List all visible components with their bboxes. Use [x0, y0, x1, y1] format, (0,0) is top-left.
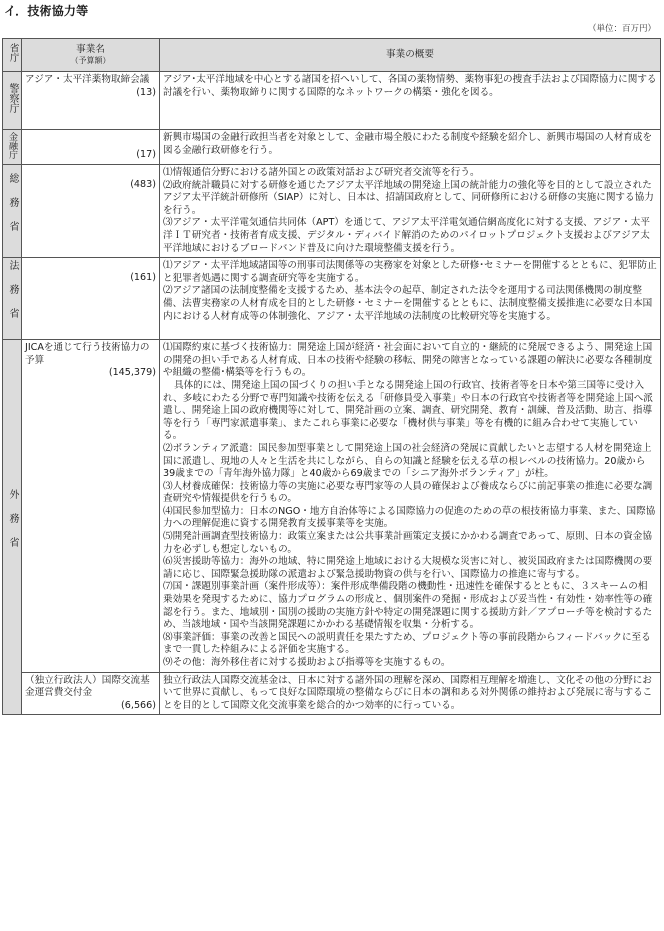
project-cell — [22, 165, 160, 258]
project-amount: (6,566) — [121, 699, 156, 711]
overview-item: ⑴アジア・太平洋地域諸国等の刑事司法関係等の実務家を対象とした研修･セミナーを開催するとともに、犯罪防止と犯罪者処遇に関する調査研究等を実施する。 — [163, 260, 657, 284]
header-budget: （予算額） — [70, 56, 111, 66]
project-cell — [22, 672, 160, 715]
overview-item: ⑸開発計画調査型技術協力：政策立案または公共事業計画策定支援にかかわる調査であって、原則、日本の資金協力を必ずしも想定しないもの。 — [163, 531, 652, 555]
header-overview: 事業の概要 — [160, 39, 661, 72]
overview-item: ⑷国民参加型協力：日本のNGO・地方自治体等による国際協力の促進のための草の根技術協力事業、また、国際協力への理解促進に資する開発教育支援事業等を実施。 — [163, 505, 656, 530]
technical-cooperation-table — [2, 38, 661, 715]
table-row — [3, 340, 661, 672]
overview-item: ⑼その他：海外移住者に対する援助および指導等を実施するもの。 — [163, 657, 451, 668]
overview-item: ⑵ボランティア派遣：国民参加型事業として開発途上国の社会経済の発展に貢献したいと志望する人材を開発途上国に派遣し、現地の人々と生活を共にしながら、自らの知識と経験を伝える草の根レベルの技術協力。20歳から39歳までの「青年海外協力隊」と40歳から69歳までの「シニア海外ボランティア」が柱。 — [163, 442, 652, 480]
project-cell — [22, 258, 160, 340]
project-amount: (161) — [130, 272, 156, 284]
overview-cell — [160, 130, 661, 165]
overview-cell — [160, 340, 661, 672]
table-row — [3, 672, 661, 715]
header-project: 事業名 （予算額） — [22, 39, 160, 72]
overview-cell — [160, 258, 661, 340]
overview-item: ⑴情報通信分野における諸外国との政策対話および研究者交流等を行う。 — [163, 167, 480, 178]
overview-item: ⑺国・課題別事業計画（案件形成等）：案件形成準備段階の機動性・迅速性を確保するとともに、３スキームの相乗効果を発現するために、協力プログラムの形成と、個別案件の発掘・形成および妥当性・有効性・効率性等の確認を行う。また、地域別・国別の援助の実施方針や特定の開発課題に関する援助方針／アプローチ等を検討するため、当該地域・国や当該開発課題にかかわる基礎情報を収集・分析する。 — [163, 581, 653, 631]
overview-item: ⑹災害援助等協力：海外の地域、特に開発途上地域における大規模な災害に対し、被災国政府または国際機関の要請に応じ、国際緊急援助隊の派遣および緊急援助物資の供与を行い、国際協力の推進に寄与する。 — [163, 556, 653, 580]
overview-item: ⑴国際約束に基づく技術協力：開発途上国が経済・社会面において自立的・継続的に発展できるよう、開発途上国の開発の担い手である人材育成、日本の技術や経験の移転、開発の障害となっている課題の解決に必要な各種制度や組織の整備･構築等を行うもの。 — [163, 342, 653, 379]
overview-item: アジア･太平洋地域を中心とする諸国を招へいして、各国の薬物情勢、薬物事犯の捜査手法および国際協力に関する討議を行い、薬物取締りに関する国際的なネットワークの構築・強化を図る。 — [163, 74, 657, 98]
unit-note: （単位：百万円） — [587, 24, 656, 34]
project-name: （独立行政法人）国際交流基金運営費交付金 — [25, 674, 150, 699]
ministry-cell: 金融庁 — [3, 130, 22, 165]
overview-item: 具体的には、開発途上国の国づくりの担い手となる開発途上国の行政官、技術者等を日本や第三国等に受け入れ、多岐にわたる分野で専門知識や技術を伝える「研修員受入事業」や日本の行政官や技術者等を開発途上国へ派遣し、開発途上国の政府機関等に対して、開発計画の立案、調査、研究開発、教育・訓練、普及活動、助言、指導等を行う「専門家派遣事業」、またこれら事業に必要な「機材供与事業」等を有機的に組み合わせて実施している。 — [163, 379, 653, 442]
table-header-row — [3, 39, 661, 72]
overview-item: ⑵アジア諸国の法制度整備を支援するため、基本法令の起草、制定された法令を運用する司法関係機関の制度整備、法曹実務家の人材育成を目的とした研修・セミナーを開催するとともに、法制度整備支援推進に必要な日本国内における人材育成等の体制強化、アジア・太平洋地域の法制度の比較研究等を実施する。 — [163, 285, 653, 322]
project-name: アジア・太平洋薬物取締会議 — [25, 74, 150, 85]
project-name: JICAを通じて行う技術協力の予算 — [25, 342, 150, 366]
table-row — [3, 72, 661, 130]
ministry-cell: 法務省 — [3, 258, 22, 340]
project-amount: (483) — [130, 179, 156, 190]
overview-cell — [160, 72, 661, 130]
project-amount: (17) — [136, 149, 156, 161]
project-cell — [22, 340, 160, 672]
project-amount: (13) — [136, 86, 156, 98]
table-row — [3, 165, 661, 258]
overview-cell — [160, 672, 661, 715]
project-amount: (145,379) — [108, 367, 156, 379]
section-heading: イ．技術協力等 — [4, 4, 89, 18]
overview-cell — [160, 165, 661, 258]
overview-item: ⑶アジア・太平洋電気通信共同体（APT）を通じて、アジア太平洋電気通信網高度化に対する支援、アジア・太平洋ＩＴ研究者・技術者育成支援、デジタル・ディバイド解消のためのパイロットプロジェクト支援およびアジア太平洋地域におけるブロードバンド普及に向けた環境整備支援を行う。 — [163, 217, 650, 254]
ministry-cell: 警察庁 — [3, 72, 22, 130]
overview-item: ⑻事業評価：事業の改善と国民への説明責任を果たすため、プロジェクト等の事前段階からフィードバックに至るまで一貫した枠組みによる評価を実施する。 — [163, 631, 651, 656]
header-ministry: 省庁 — [3, 39, 22, 72]
overview-item: 新興市場国の金融行政担当者を対象として、金融市場全般にわたる制度や経験を紹介し、新興市場国の人材育成を図る金融行政研修を行う。 — [163, 132, 653, 156]
overview-item: ⑵政府統計職員に対する研修を通じたアジア太平洋地域の開発途上国の統計能力の強化等を目的として設立されたアジア太平洋統計研修所（SIAP）に対し、日本は、招請国政府として、同研修所における研修の実施に関する協力を行う。 — [163, 179, 654, 216]
overview-item: 独立行政法人国際交流基金は、日本に対する諸外国の理解を深め、国際相互理解を増進し、文化その他の分野において世界に貢献し、もって良好な国際環境の整備ならびに日本の調和ある対外関係の維持および発展に寄与することを目的として国際文化交流事業を総合的かつ効率的に行っている。 — [163, 674, 653, 711]
project-cell — [22, 130, 160, 165]
ministry-cell: 総務省 — [3, 165, 22, 258]
ministry-cell: 外務省 — [3, 340, 22, 715]
overview-item: ⑶人材養成確保：技術協力等の実施に必要な専門家等の人員の確保および養成ならびに前記事業の推進に必要な調査研究や情報提供を行うもの。 — [163, 480, 653, 505]
table-row — [3, 130, 661, 165]
project-cell — [22, 72, 160, 130]
table-row — [3, 258, 661, 340]
